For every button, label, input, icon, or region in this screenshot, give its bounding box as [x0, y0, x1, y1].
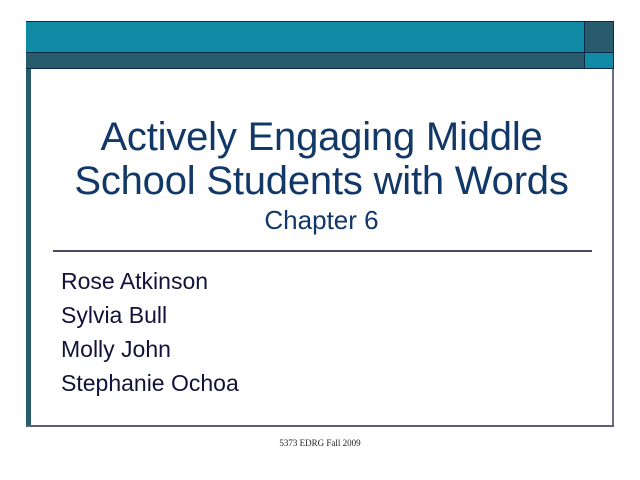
title-divider: [53, 250, 592, 252]
slide-footer: 5373 EDRG Fall 2009: [279, 438, 361, 448]
author-list: [61, 264, 239, 400]
author-item: Molly John: [61, 336, 171, 362]
frame-right-border: [612, 69, 614, 426]
header-band-top: [26, 21, 584, 53]
slide-title: [31, 115, 612, 203]
slide-title-line-1: Actively Engaging Middle: [100, 115, 543, 159]
slide-title-line-2: School Students with Words: [74, 159, 569, 203]
author-item: Stephanie Ochoa: [61, 370, 239, 396]
header-band-second-corner: [584, 53, 614, 69]
header-band-second: [26, 53, 584, 69]
slide-subtitle: Chapter 6: [264, 205, 379, 235]
author-item: Rose Atkinson: [61, 268, 209, 294]
header-band-top-corner: [584, 21, 614, 53]
author-item: Sylvia Bull: [61, 302, 168, 328]
frame-bottom-border: [26, 425, 614, 427]
